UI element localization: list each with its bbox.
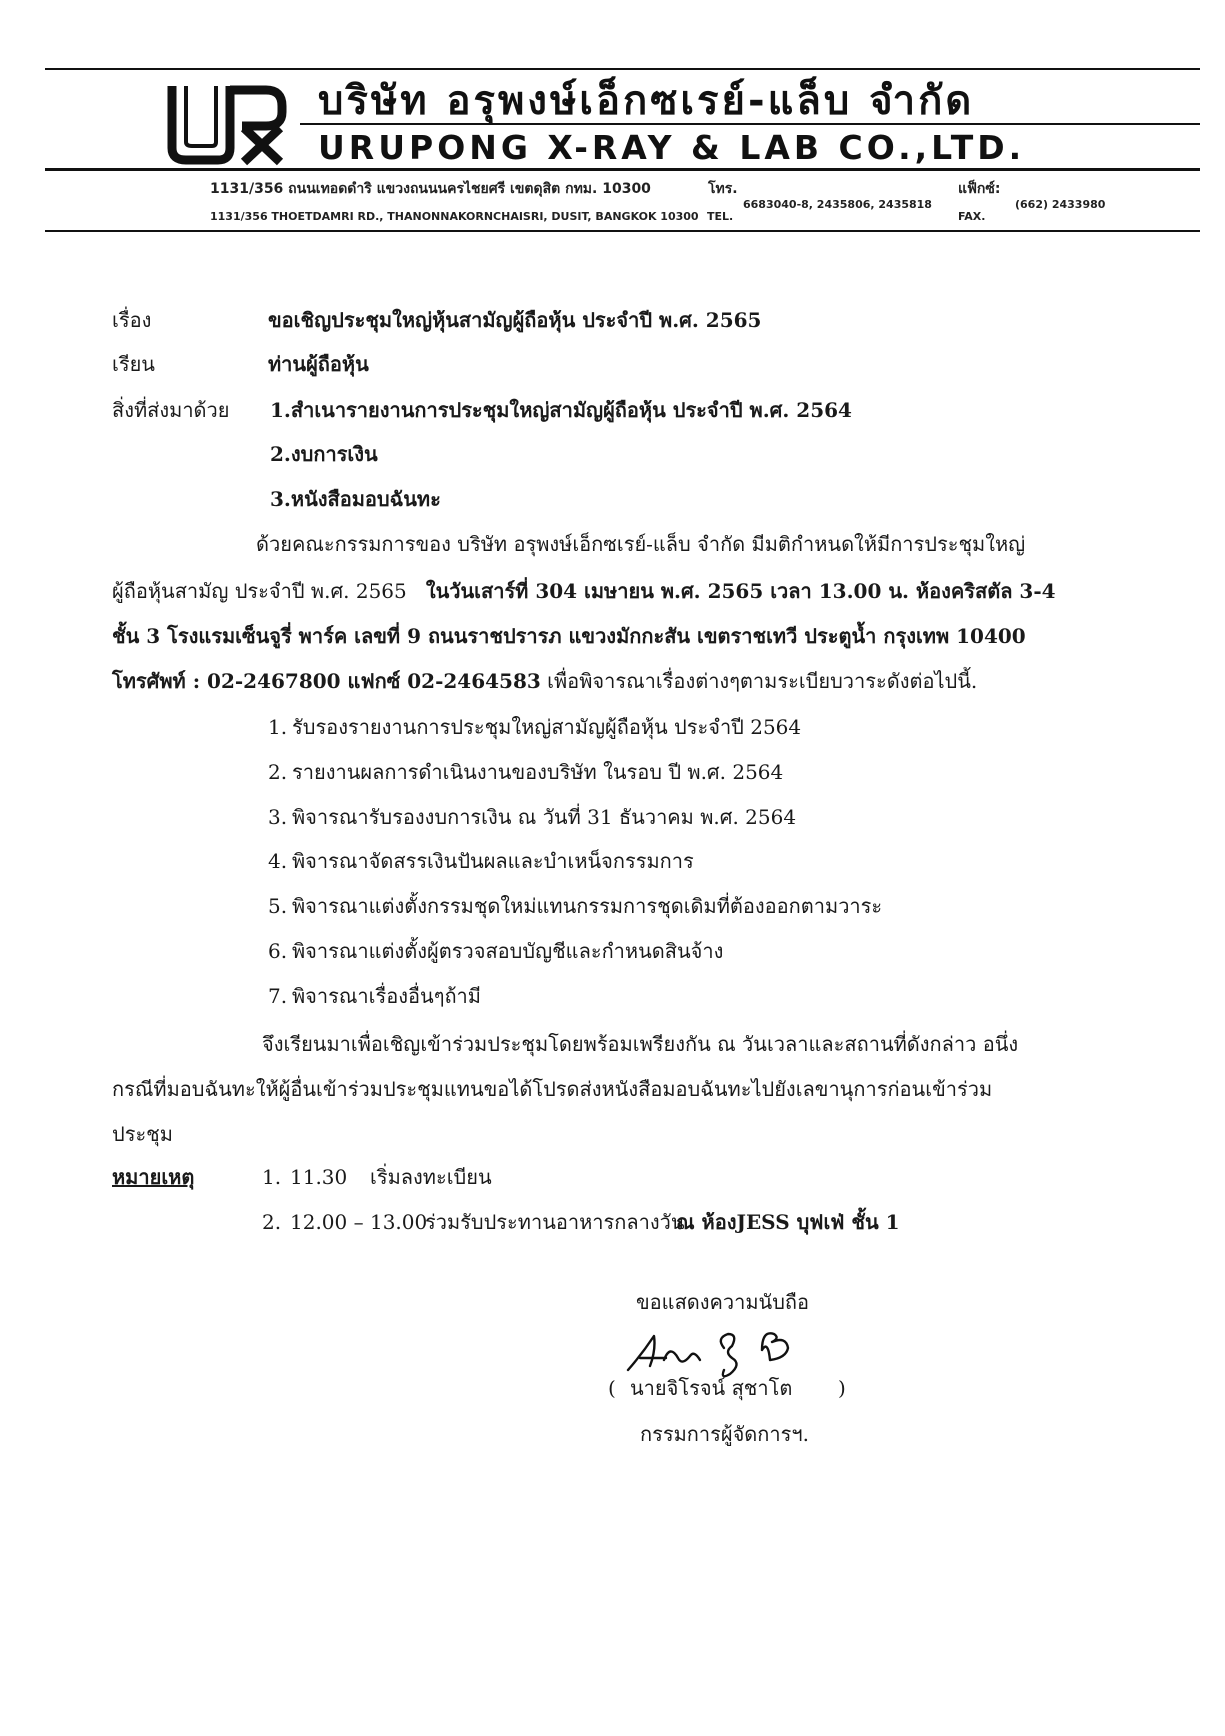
- agenda-item: พิจารณาเรื่องอื่นๆถ้ามี: [292, 984, 481, 1008]
- para1-line4-plain: เพื่อพิจารณาเรื่องต่างๆตามระเบียบวาระดังต่อไปนี้.: [547, 669, 978, 693]
- agenda-item: รับรองรายงานการประชุมใหญ่สามัญผู้ถือหุ้น ประจำปี 2564: [292, 715, 802, 739]
- to-text: ท่านผู้ถือหุ้น: [268, 352, 369, 376]
- letterhead-bottom-rule: [45, 168, 1200, 171]
- fax-label-thai: แฟ็กซ์:: [958, 181, 1001, 197]
- address-bottom-rule: [45, 230, 1200, 232]
- para1-line4: [112, 667, 977, 695]
- subject-text: ขอเชิญประชุมใหญ่หุ้นสามัญผู้ถือหุ้น ประจำปี พ.ศ. 2565: [268, 308, 762, 332]
- address-thai: 1131/356 ถนนเทอดดำริ แขวงถนนนครไชยศรี เขตดุสิต กทม. 10300: [210, 181, 651, 197]
- agenda-item: พิจารณารับรองงบการเงิน ณ วันที่ 31 ธันวาคม พ.ศ. 2564: [292, 805, 797, 829]
- agenda-item: พิจารณาจัดสรรเงินปันผลและบำเหน็จกรรมการ: [292, 849, 694, 873]
- enclosure-item: 1.สำเนารายงานการประชุมใหญ่สามัญผู้ถือหุ้น ประจำปี พ.ศ. 2564: [270, 398, 852, 422]
- agenda-number: 5.: [268, 894, 288, 918]
- subject-label: เรื่อง: [112, 308, 152, 332]
- lunch-venue: ณ ห้องJESS บุฟเฟ่ ชั้น 1: [676, 1210, 900, 1234]
- note-label: หมายเหตุ: [112, 1165, 195, 1189]
- agenda-item: พิจารณาแต่งตั้งกรรมชุดใหม่แทนกรรมการชุดเดิมที่ต้องออกตามวาระ: [292, 894, 883, 918]
- signer-open-paren: (: [608, 1376, 616, 1400]
- agenda-number: 7.: [268, 984, 288, 1008]
- address-english: 1131/356 THOETDAMRI RD., THANONNAKORNCHAISRI, DUSIT, BANGKOK 10300: [210, 210, 699, 223]
- company-name-thai: บริษัท อรุพงษ์เอ็กซเรย์-แล็บ จำกัด: [318, 78, 975, 124]
- company-logo-icon: [162, 82, 290, 166]
- fax-number: (662) 2433980: [1015, 198, 1106, 211]
- note-text: เริ่มลงทะเบียน: [370, 1165, 492, 1189]
- agenda-number: 4.: [268, 849, 288, 873]
- para1-line3: ชั้น 3 โรงแรมเซ็นจูรี่ พาร์ค เลขที่ 9 ถนนราชปรารภ แขวงมักกะสัน เขตราชเทวี ประตูน้ำ กรุงเทพ 10400: [112, 624, 1026, 648]
- para2-line2: กรณีที่มอบฉันทะให้ผู้อื่นเข้าร่วมประชุมแทนขอได้โปรดส่งหนังสือมอบฉันทะไปยังเลขานุการก่อนเข้าร่วม: [112, 1077, 993, 1101]
- agenda-item: รายงานผลการดำเนินงานของบริษัท ในรอบ ปี พ.ศ. 2564: [292, 760, 784, 784]
- agenda-number: 6.: [268, 939, 288, 963]
- para1-line1: ด้วยคณะกรรมการของ บริษัท อรุพงษ์เอ็กซเรย์-แล็บ จำกัด มีมติกำหนดให้มีการประชุมใหญ่: [256, 532, 1026, 556]
- tel-label-thai: โทร.: [708, 181, 738, 197]
- meeting-datetime-place: ในวันเสาร์ที่ 304 เมษายน พ.ศ. 2565 เวลา 13.00 น. ห้องคริสตัล 3-4: [425, 579, 1056, 603]
- note-time: 12.00 – 13.00: [290, 1210, 428, 1234]
- para2-line3: ประชุม: [112, 1122, 173, 1146]
- note-time: 11.30: [290, 1165, 348, 1189]
- enclosure-item: 3.หนังสือมอบฉันทะ: [270, 487, 441, 511]
- to-label: เรียน: [112, 352, 155, 376]
- note-number: 1.: [262, 1165, 282, 1189]
- para1-line2-plain: ผู้ถือหุ้นสามัญ ประจำปี พ.ศ. 2565: [112, 579, 407, 603]
- contact-phone-fax: โทรศัพท์ : 02-2467800 แฟกซ์ 02-2464583: [112, 669, 541, 693]
- para1-line2: [112, 577, 1056, 605]
- tel-label-english: TEL.: [707, 210, 734, 223]
- company-name-english: URUPONG X-RAY & LAB CO.,LTD.: [318, 128, 1026, 167]
- agenda-number: 3.: [268, 805, 288, 829]
- enclosure-label: สิ่งที่ส่งมาด้วย: [112, 398, 230, 422]
- agenda-number: 1.: [268, 715, 288, 739]
- signer-close-paren: ): [838, 1376, 846, 1400]
- para2-line1: จึงเรียนมาเพื่อเชิญเข้าร่วมประชุมโดยพร้อมเพรียงกัน ณ วันเวลาและสถานที่ดังกล่าว อนึ่ง: [262, 1032, 1019, 1056]
- closing: ขอแสดงความนับถือ: [636, 1290, 810, 1314]
- enclosure-item: 2.งบการเงิน: [270, 442, 378, 466]
- note-text: ร่วมรับประทานอาหารกลางวัน: [425, 1210, 685, 1234]
- tel-numbers: 6683040-8, 2435806, 2435818: [743, 198, 932, 211]
- signer-position: กรรมการผู้จัดการฯ.: [640, 1422, 809, 1446]
- agenda-number: 2.: [268, 760, 288, 784]
- note-number: 2.: [262, 1210, 282, 1234]
- signer-name: นายจิโรจน์ สุชาโต: [630, 1376, 793, 1400]
- fax-label-english: FAX.: [958, 210, 986, 223]
- agenda-item: พิจารณาแต่งตั้งผู้ตรวจสอบบัญชีและกำหนดสินจ้าง: [292, 939, 724, 963]
- letterhead-top-rule: [45, 68, 1200, 70]
